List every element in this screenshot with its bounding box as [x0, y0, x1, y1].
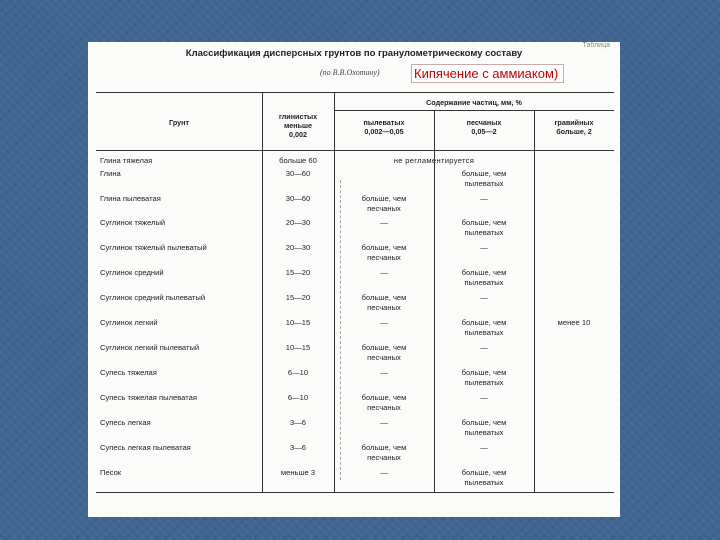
row-soil-name: Суглинок средний пылеватый: [100, 293, 206, 302]
row-sand-value: больше, чем пылеватых: [461, 268, 507, 287]
header-gravel-line1: гравийных: [554, 118, 594, 127]
row-soil-name: Глина пылеватая: [100, 194, 161, 203]
row-soil-name: Глина: [100, 169, 121, 178]
header-bottom-rule: [96, 150, 614, 151]
row-clay-value: 6—10: [287, 393, 309, 402]
row-clay-value: 3—6: [289, 443, 307, 452]
header-clay-line3: 0,002: [289, 130, 307, 139]
header-sand: [434, 118, 534, 136]
header-gravel: [534, 118, 614, 136]
header-gravel-line2: больше, 2: [556, 127, 592, 136]
row-clay-value: больше 60: [279, 156, 317, 165]
row-sand-value: больше, чем пылеватых: [461, 169, 507, 188]
row-silt-value: —: [380, 418, 388, 427]
annotation-note: Кипячение с аммиаком): [411, 64, 564, 83]
row-soil-name: Глина тяжелая: [100, 156, 153, 165]
row-soil-name: Суглинок тяжелый: [100, 218, 166, 227]
header-sand-line1: песчаных: [466, 118, 502, 127]
header-clay-line1: глинистых: [278, 112, 318, 121]
table-label: Таблица: [582, 42, 610, 49]
row-sand-value: —: [480, 343, 488, 352]
row-silt-value: —: [380, 218, 388, 227]
header-silt: [334, 118, 434, 136]
col-divider-4: [534, 110, 535, 492]
row-gravel-value: менее 10: [557, 318, 591, 327]
row-soil-name: Суглинок средний: [100, 268, 164, 277]
row-silt-value: —: [380, 268, 388, 277]
merged-note-not-regulated: не регламентируется: [393, 156, 475, 165]
row-sand-value: —: [480, 194, 488, 203]
header-clay: [262, 112, 334, 139]
document-subtitle: (по В.В.Охотину): [320, 68, 380, 77]
row-soil-name: Супесь легкая: [100, 418, 151, 427]
row-clay-value: 30—60: [285, 194, 311, 203]
col-divider-2: [334, 92, 335, 492]
row-clay-value: 6—10: [287, 368, 309, 377]
row-silt-value: больше, чем песчаных: [361, 194, 407, 213]
row-sand-value: больше, чем пылеватых: [461, 218, 507, 237]
header-clay-line2: меньше: [283, 121, 313, 130]
header-sand-line2: 0,05—2: [471, 127, 497, 136]
row-soil-name: Суглинок легкий пылеватый: [100, 343, 200, 352]
row-silt-value: больше, чем песчаных: [361, 343, 407, 362]
row-soil-name: Суглинок тяжелый пылеватый: [100, 243, 207, 252]
row-sand-value: —: [480, 393, 488, 402]
row-soil-name: Песок: [100, 468, 122, 477]
row-clay-value: 3—6: [289, 418, 307, 427]
group-header-rule: [334, 110, 614, 111]
header-silt-line1: пылеватых: [363, 118, 405, 127]
col-divider-1: [262, 92, 263, 492]
row-soil-name: Суглинок легкий: [100, 318, 158, 327]
row-clay-value: 20—30: [285, 218, 311, 227]
row-soil-name: Супесь тяжелая пылеватая: [100, 393, 197, 402]
row-sand-value: —: [480, 243, 488, 252]
row-sand-value: —: [480, 443, 488, 452]
document-title: Классификация дисперсных грунтов по гранулометрическому составу: [185, 48, 523, 59]
row-sand-value: больше, чем пылеватых: [461, 368, 507, 387]
row-clay-value: меньше 3: [280, 468, 316, 477]
row-silt-value: —: [380, 368, 388, 377]
row-soil-name: Супесь легкая пылеватая: [100, 443, 191, 452]
row-clay-value: 15—20: [285, 293, 311, 302]
row-sand-value: больше, чем пылеватых: [461, 318, 507, 337]
row-silt-value: больше, чем песчаных: [361, 243, 407, 262]
row-silt-value: —: [380, 318, 388, 327]
row-silt-value: больше, чем песчаных: [361, 393, 407, 412]
row-sand-value: —: [480, 293, 488, 302]
header-silt-line2: 0,002—0,05: [364, 127, 404, 136]
row-silt-value: больше, чем песчаных: [361, 443, 407, 462]
row-clay-value: 20—30: [285, 243, 311, 252]
row-silt-value: больше, чем песчаных: [361, 293, 407, 312]
row-clay-value: 10—15: [285, 343, 311, 352]
row-sand-value: больше, чем пылеватых: [461, 468, 507, 487]
row-clay-value: 15—20: [285, 268, 311, 277]
document-page: [88, 42, 620, 517]
row-sand-value: больше, чем пылеватых: [461, 418, 507, 437]
header-content-group: Содержание частиц, мм, %: [426, 98, 522, 107]
row-soil-name: Супесь тяжелая: [100, 368, 157, 377]
row-clay-value: 10—15: [285, 318, 311, 327]
header-soil: Грунт: [169, 118, 189, 127]
row-clay-value: 30—60: [285, 169, 311, 178]
table-top-rule: [96, 92, 614, 93]
row-silt-value: —: [380, 468, 388, 477]
table-bottom-rule: [96, 492, 614, 493]
